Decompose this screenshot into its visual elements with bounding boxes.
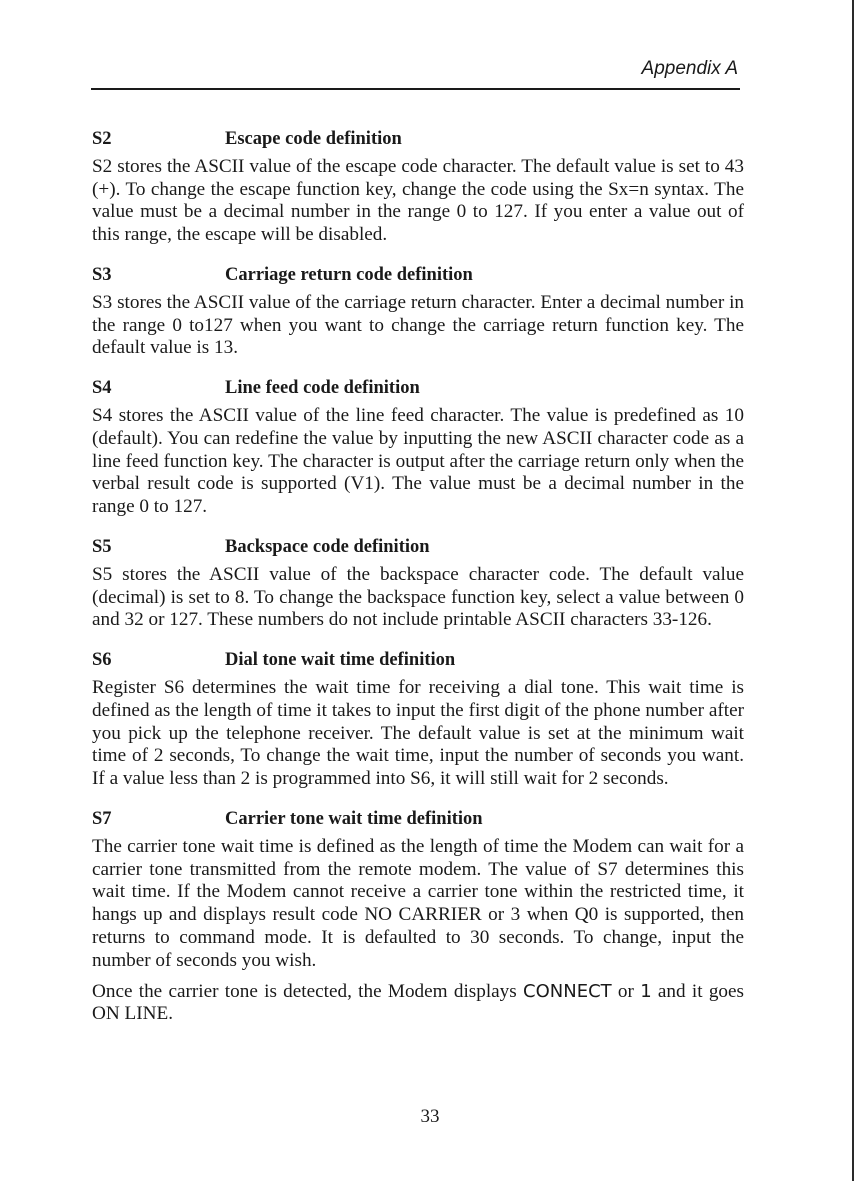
register-code: S4: [92, 378, 112, 399]
register-code: S3: [92, 264, 112, 285]
section-paragraph: S4 stores the ASCII value of the line feed character. The value is predefined as 10 (default). You can redefine the value by inputting the new ASCII character code as a line feed function key. The character is output after the carriage return only when the verbal result code is supported (V1). The value must be a decimal number in the range 0 to 127.: [92, 404, 744, 518]
section-heading: [92, 264, 744, 287]
section-heading: [92, 536, 744, 559]
section-title: Carriage return code definition: [225, 264, 473, 285]
connect-result-code: CONNECT: [523, 980, 612, 1002]
section-heading: [92, 128, 744, 151]
numeric-result-code: 1: [640, 980, 652, 1002]
section-paragraph: The carrier tone wait time is defined as the length of time the Modem can wait for a carrier tone transmitted from the remote modem. The value of S7 determines this wait time. If the Modem cannot receive a carrier tone within the restricted time, it hangs up and displays result code NO CARRIER or 3 when Q0 is supported, then returns to command mode. It is defaulted to 30 seconds. To change, input the number of seconds you wish.: [92, 835, 744, 971]
section-heading: [92, 808, 744, 831]
register-code: S5: [92, 536, 112, 557]
section-s3: [92, 264, 744, 360]
section-paragraph: Register S6 determines the wait time for receiving a dial tone. This wait time is defined as the length of time it takes to input the first digit of the phone number after you pick up the telephone receiver. The default value is set at the minimum wait time of 2 seconds, To change the wait time, input the number of seconds you want. If a value less than 2 is programmed into S6, it will still wait for 2 seconds.: [92, 676, 744, 790]
page-edge: [852, 0, 854, 1181]
register-code: S6: [92, 650, 112, 671]
section-s4: [92, 377, 744, 519]
page-body: [92, 128, 744, 1043]
running-header: Appendix A: [641, 58, 738, 79]
closing-paragraph: [92, 981, 744, 1027]
section-paragraph: S2 stores the ASCII value of the escape code character. The default value is set to 43 (+). To change the escape function key, change the code using the Sx=n syntax. The value must be a decimal number in the range 0 to 127. If you enter a value out of this range, the escape will be disabled.: [92, 155, 744, 246]
section-s5: [92, 536, 744, 632]
register-code: S2: [92, 129, 112, 149]
header-rule: [91, 88, 740, 90]
section-s7: [92, 808, 744, 1026]
closing-text-middle: or: [611, 980, 641, 1002]
section-s6: [92, 649, 744, 791]
section-title: Dial tone wait time definition: [225, 650, 456, 671]
section-paragraph: S3 stores the ASCII value of the carriage return character. Enter a decimal number in the range 0 to127 when you want to change the carriage return function key. The default value is 13.: [92, 291, 744, 359]
closing-text-after: and it goes ON LINE.: [92, 980, 745, 1025]
section-paragraph: S5 stores the ASCII value of the backspace character code. The default value (decimal) is set to 8. To change the backspace function key, select a value between 0 and 32 or 127. These numbers do not include printable ASCII characters 33-126.: [92, 563, 744, 631]
section-heading: [92, 377, 744, 400]
closing-text-before: Once the carrier tone is detected, the Modem displays: [92, 980, 524, 1002]
register-code: S7: [92, 808, 112, 829]
page-number: 33: [420, 1106, 440, 1127]
section-title: Carrier tone wait time definition: [225, 808, 483, 829]
section-title: Backspace code definition: [225, 536, 430, 557]
section-title: Escape code definition: [225, 129, 402, 149]
section-heading: [92, 649, 744, 672]
section-s2: [92, 128, 744, 247]
section-title: Line feed code definition: [225, 378, 420, 399]
